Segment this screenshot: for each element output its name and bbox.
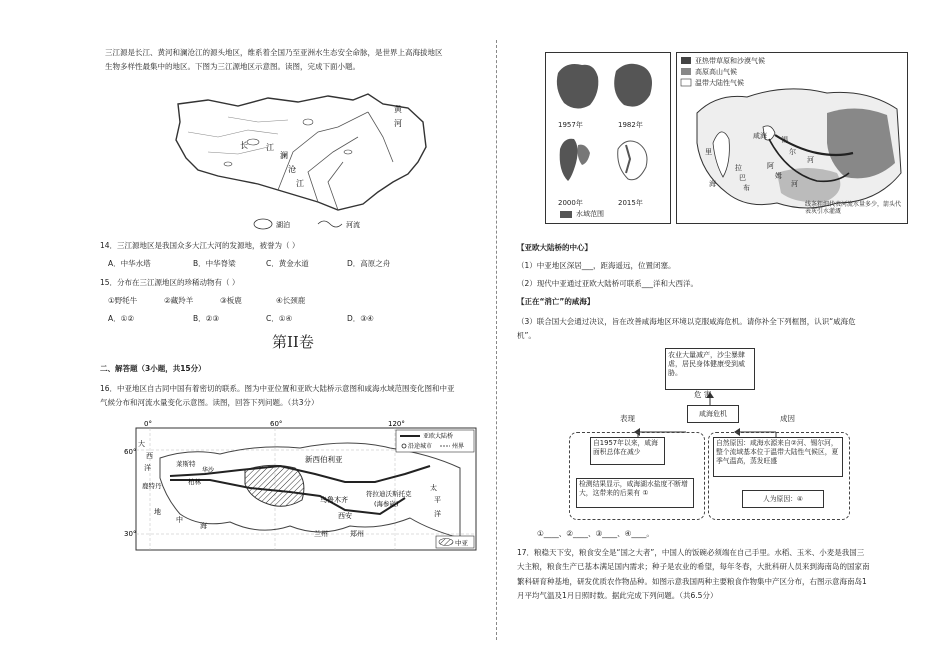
climate-label-mu: 姆	[775, 172, 782, 180]
place-lanzhou: 兰州	[314, 530, 328, 538]
q16-line-1: 16．中亚地区自古同中国有着密切的联系。图为中亚位置和亚欧大陆桥示意图和咸海水域范围变化图和中亚	[100, 384, 455, 393]
heading-aral-crisis: 【正在“消亡”的咸海】	[517, 297, 595, 306]
q17-line-4: 月平均气温及1月日照时数。据此完成下列问题。（共6.5分）	[517, 590, 718, 600]
climate-legend-plateau: 高原高山气候	[695, 68, 737, 76]
flow-box-salinity: 检测结果显示，咸海湖水盐度不断增大，这带来的后果有 ①	[576, 478, 694, 508]
legend-city: 沿途城市	[408, 443, 433, 450]
q14-option-d[interactable]: D．高原之舟	[347, 259, 391, 268]
climate-legend-subtropical: 亚热带草原和沙漠气候	[695, 57, 765, 65]
q14-option-b[interactable]: B．中华脊梁	[193, 259, 236, 268]
place-rotterdam: 鹿特丹	[142, 482, 162, 490]
legend-lake: 湖泊	[276, 221, 290, 229]
map1-label-5: 沧	[288, 165, 296, 174]
q14-option-c[interactable]: C．黄金水道	[266, 259, 309, 268]
lat-30: 30°	[124, 530, 137, 538]
legend-river: 河流	[346, 221, 360, 229]
place-hai: 海	[200, 522, 207, 530]
aral-year-2015: 2015年	[618, 199, 643, 207]
sanjiangyuan-map	[168, 92, 438, 232]
climate-label-li: 里	[705, 148, 712, 156]
q14-option-a[interactable]: A．中华水塔	[108, 259, 151, 268]
place-leicester: 莱斯特	[176, 460, 196, 468]
climate-label-ba: 巴	[739, 174, 746, 182]
q15-item-4: ④长颈鹿	[276, 296, 306, 305]
place-xi: 西	[146, 452, 153, 460]
climate-legend-temperate: 温带大陆性气候	[695, 79, 744, 87]
intro-line-2: 生物多样性最集中的地区。下图为三江源地区示意图。读图，完成下面小题。	[105, 62, 360, 72]
place-novosibirsk: 新西伯利亚	[305, 455, 343, 464]
question-2: （2）现代中亚通过亚欧大陆桥可联系___洋和大西洋。	[517, 279, 699, 288]
map1-label-1: 河	[394, 119, 402, 128]
climate-label-xi: 锡	[781, 136, 788, 144]
lon-0: 0°	[144, 420, 152, 428]
q15-option-c[interactable]: C．①④	[266, 314, 293, 323]
place-yang2: 洋	[434, 510, 441, 518]
section-title: 第II卷	[272, 333, 314, 351]
map1-label-2: 长	[240, 141, 248, 150]
flow-left-label: 表现	[620, 414, 635, 423]
q17-line-2: 大主粮，粮食生产已基本满足国内需求；种子是农业的希望，每年冬春，大批科研人员来到海南岛的国家南	[517, 562, 870, 572]
flow-center-box: 咸海危机	[687, 405, 739, 423]
legend-central-asia: 中亚	[455, 539, 468, 547]
place-vladivostok: 符拉迪沃斯托克	[366, 490, 412, 498]
column-divider	[496, 40, 497, 640]
map1-label-6: 江	[296, 179, 304, 188]
question-3	[517, 315, 937, 344]
flow-danger-label: 危 害	[694, 390, 712, 399]
place-berlin: 柏林	[188, 478, 201, 486]
lat-60: 60°	[124, 448, 137, 456]
q15-item-3: ③板鹿	[220, 296, 242, 305]
map1-label-4: 澜	[280, 151, 288, 160]
aral-sea-change-figure	[545, 52, 671, 224]
place-di: 地	[154, 508, 161, 516]
climate-label-he2: 河	[791, 180, 798, 188]
climate-label-bu: 布	[743, 184, 750, 192]
q15-stem: 15．分布在三江源地区的珍稀动物有（ ）	[100, 278, 240, 287]
eurasia-bridge-map	[124, 418, 488, 556]
place-yang: 洋	[144, 464, 151, 472]
place-xian: 西安	[338, 512, 352, 520]
flow-right-label: 成因	[780, 414, 795, 423]
q15-option-d[interactable]: D．③④	[347, 314, 374, 323]
q15-option-b[interactable]: B．②③	[193, 314, 220, 323]
climate-label-he1: 河	[807, 156, 814, 164]
section-subtitle: 二、解答题（3小题，共15分）	[100, 364, 206, 373]
place-haishenwai: (海参崴)	[374, 500, 399, 508]
question-3-line-2: 机”。	[517, 331, 536, 341]
place-zhengzhou: 郑州	[350, 530, 364, 538]
place-urumqi: 乌鲁木齐	[320, 496, 348, 504]
climate-label-la: 拉	[735, 164, 742, 172]
lon-120: 120°	[388, 420, 405, 428]
climate-label-aral: 咸海	[753, 132, 767, 140]
climate-note: 线条粗细代表河流水量多少，箭头代表灰引水灌溉	[805, 201, 902, 216]
lake-legend-icon	[254, 219, 272, 229]
place-tai: 太	[430, 484, 437, 492]
q15-item-1: ①野牦牛	[108, 296, 138, 305]
aral-year-2000: 2000年	[558, 199, 583, 207]
heading-bridge-center: 【亚欧大陆桥的中心】	[517, 243, 592, 252]
q17-line-1: 17．粮稳天下安，粮食安全是“国之大者”，中国人的饭碗必须端在自己手里。水稻、玉米、小麦是我国三	[517, 548, 865, 557]
aral-year-1982: 1982年	[618, 121, 643, 129]
flow-top-box: 农业大量减产，沙尘暴肆虐，居民身体健康受到威胁。	[665, 348, 755, 390]
place-zhong: 中	[176, 516, 183, 524]
answer-blanks[interactable]: ①____、②____、③____、④____。	[537, 529, 654, 538]
q15-option-a[interactable]: A．①②	[108, 314, 135, 323]
q17-line-3: 繁科研育种基地，研发优质农作物品种。如图示意我国两种主要粮食作物集中产区分布，右图示意海南岛1	[517, 576, 867, 586]
q16-line-2: 气候分布和河流水量变化示意图。读图，回答下列问题。（共3分）	[100, 398, 319, 408]
map1-label-3: 江	[266, 143, 274, 152]
intro-paragraph	[105, 46, 490, 75]
q16-stem	[100, 382, 492, 411]
map1-label-0: 黄	[394, 105, 402, 114]
river-legend-icon	[318, 221, 342, 227]
q15-item-2: ②藏羚羊	[164, 296, 194, 305]
climate-label-er: 尔	[789, 148, 796, 156]
place-da: 大	[138, 440, 145, 448]
place-ping: 平	[434, 496, 441, 504]
flow-box-natural-cause: 自然原因：咸海水源来自②河、锡尔河，整个流域基本位于温带大陆性气候区，夏季气温高，蒸发旺盛	[713, 437, 843, 477]
place-warsaw: 华沙	[202, 467, 215, 474]
legend-border: 州界	[452, 443, 465, 450]
q14-stem: 14．三江源地区是我国众多大江大河的发源地，被誉为（ ）	[100, 241, 300, 250]
question-3-line-1: （3）联合国大会通过决议，旨在改善咸海地区环境以克服咸海危机。请你补全下列框图，认识“咸海危	[517, 317, 856, 326]
q17-stem	[517, 546, 947, 603]
climate-label-hai: 海	[709, 180, 716, 188]
aral-year-1957: 1957年	[558, 121, 583, 129]
intro-line-1: 三江源是长江、黄河和澜沧江的源头地区，维系着全国乃至亚洲水生态安全命脉，是世界上高海拔地区	[105, 48, 443, 57]
question-1: （1）中亚地区深居___，距海遥远，位置闭塞。	[517, 261, 676, 270]
legend-bridge: 亚欧大陆桥	[423, 433, 454, 440]
lon-60: 60°	[270, 420, 283, 428]
aral-legend: 水域范围	[576, 210, 604, 218]
flow-box-human-cause: 人为原因：④	[742, 490, 824, 508]
flow-box-area: 自1957年以来，咸海面积总体在减少	[590, 437, 665, 465]
central-asia-climate-map	[676, 52, 908, 224]
climate-label-a: 阿	[767, 162, 774, 170]
